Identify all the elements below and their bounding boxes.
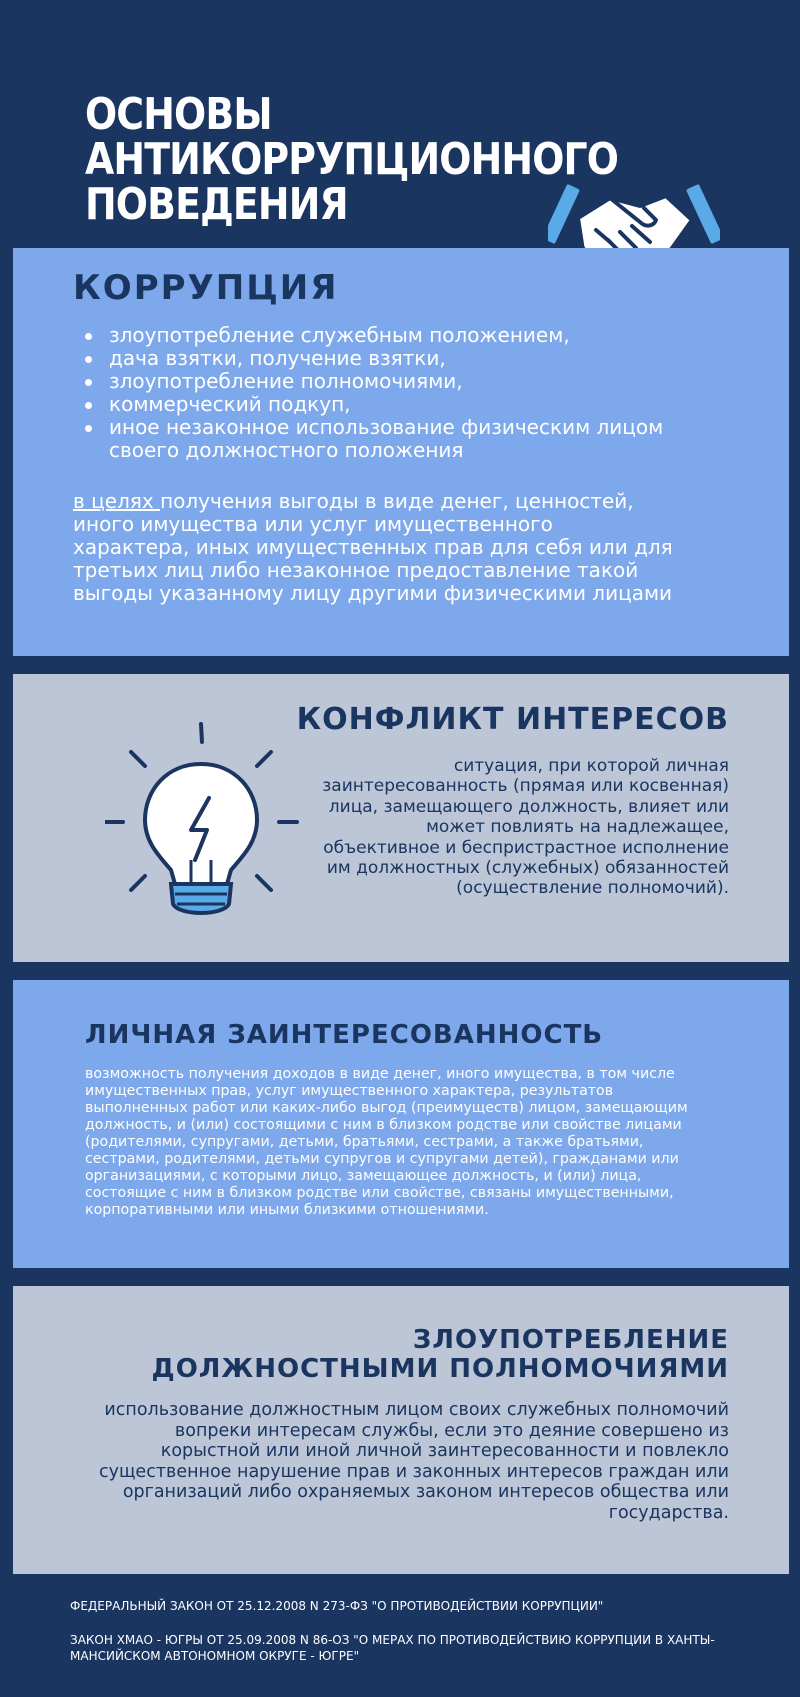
- corruption-panel: [13, 248, 789, 656]
- corruption-list: [73, 324, 713, 462]
- footer-law-federal: ФЕДЕРАЛЬНЫЙ ЗАКОН ОТ 25.12.2008 N 273-ФЗ "О ПРОТИВОДЕЙСТВИИ КОРРУПЦИИ": [70, 1599, 604, 1613]
- title-line: ПОВЕДЕНИЯ: [85, 179, 348, 230]
- right-sleeve: [686, 184, 720, 244]
- abuse-title-line: ДОЛЖНОСТНЫМИ ПОЛНОМОЧИЯМИ: [151, 1354, 729, 1384]
- list-item: злоупотребление служебным положением,: [73, 324, 713, 347]
- footer-law-regional: ЗАКОН ХМАО - ЮГРЫ ОТ 25.09.2008 N 86-ОЗ "О МЕРАХ ПО ПРОТИВОДЕЙСТВИЮ КОРРУПЦИИ В ХАНТЫ-МАНСИЙСКОМ АВТОНОМНОМ ОКРУГЕ - ЮГРЕ": [70, 1633, 715, 1663]
- list-item: злоупотребление полномочиями,: [73, 370, 713, 393]
- corruption-title: КОРРУПЦИЯ: [73, 268, 339, 308]
- abuse-panel: [13, 1286, 789, 1574]
- interest-title: ЛИЧНАЯ ЗАИНТЕРЕСОВАННОСТЬ: [85, 1020, 604, 1050]
- corruption-purpose: [73, 490, 673, 605]
- left-sleeve: [548, 184, 580, 244]
- abuse-title-line: ЗЛОУПОТРЕБЛЕНИЕ: [412, 1325, 729, 1355]
- conflict-text: ситуация, при которой личная заинтересованность (прямая или косвенная) лица, замещающего должность, влияет или может повлиять на надлежащее, объективное и беспристрастное исполнение им должностных (служебных) обязанностей (осуществление полномочий).: [322, 756, 729, 899]
- abuse-text: использование должностным лицом своих служебных полномочий вопреки интересам службы, если это деяние совершено из корыстной или иной личной заинтересованности и повлекло существенное нарушение прав и законных интересов граждан или организаций либо охраняемых законом интересов общества или государства.: [98, 1400, 729, 1523]
- lightbulb-icon: [105, 718, 325, 928]
- conflict-title: КОНФЛИКТ ИНТЕРЕСОВ: [296, 702, 729, 737]
- interest-text: возможность получения доходов в виде денег, иного имущества, в том числе имущественных прав, услуг имущественного характера, результатов выполненных работ или каких-либо выгод (преимуществ) лицом, замещающим должность, и (или) состоящими с ним в близком родстве или свойстве лицами (родителями, супругами, детьми, братьями, сестрами, а также братьями, сестрами, родителями, детьми супругов и супругами детей), гражданами или организациями, с которыми лицо, замещающее должность, и (или) лица, состоящие с ним в близком родстве или свойстве, связаны имущественными, корпоративными или иными близкими отношениями.: [85, 1066, 688, 1218]
- purpose-text: получения выгоды в виде денег, ценностей, иного имущества или услуг имущественного характера, иных имущественных прав для себя или для третьих лиц либо незаконное предоставление такой выгоды указанному лицу другими физическими лицами: [73, 489, 673, 605]
- list-item: иное незаконное использование физическим лицом своего должностного положения: [73, 416, 713, 462]
- list-item: дача взятки, получение взятки,: [73, 347, 713, 370]
- title-line: ОСНОВЫ: [85, 89, 272, 140]
- abuse-title: [89, 1326, 729, 1384]
- interest-panel: [13, 980, 789, 1268]
- list-item: коммерческий подкуп,: [73, 393, 713, 416]
- page-title: [85, 89, 619, 230]
- purpose-underlined: в целях: [73, 489, 161, 513]
- header: [0, 0, 800, 248]
- title-line: АНТИКОРРУПЦИОННОГО: [85, 134, 619, 185]
- conflict-panel: [13, 674, 789, 962]
